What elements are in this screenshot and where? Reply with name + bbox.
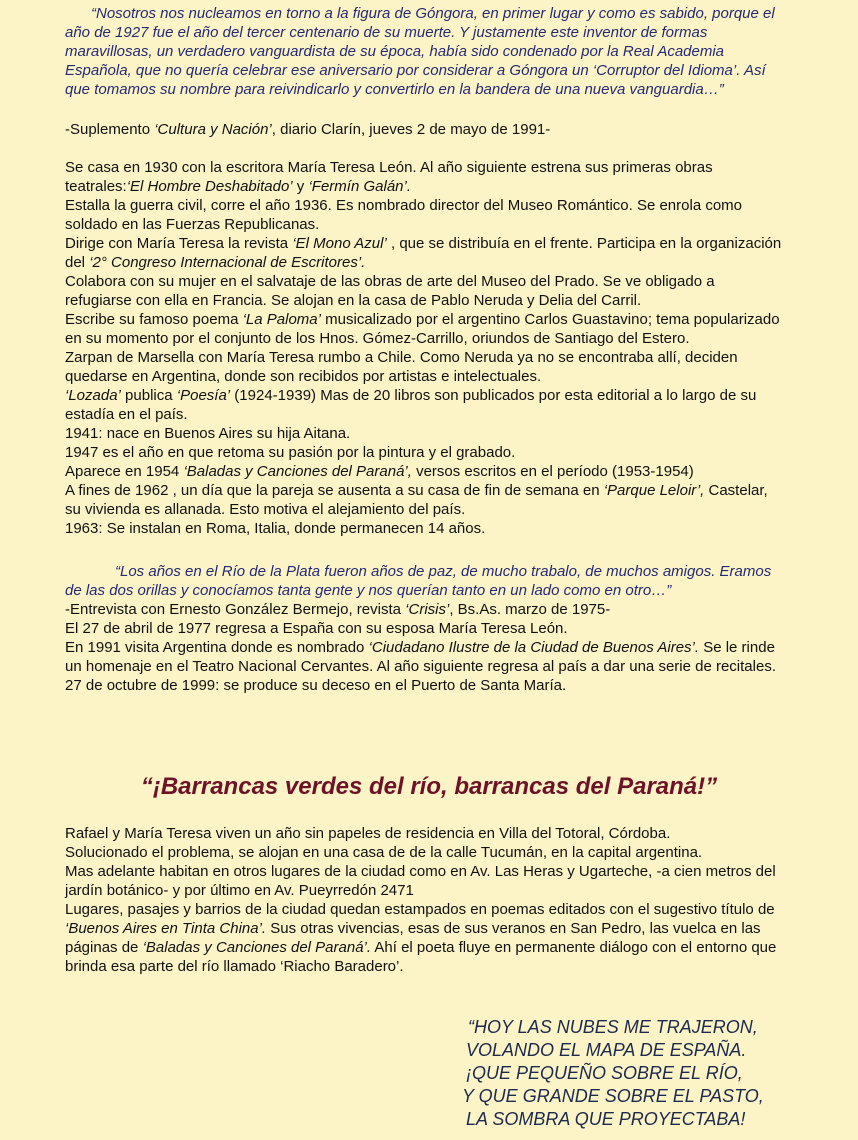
poem-line: Y QUE GRANDE SOBRE EL PASTO, — [462, 1086, 764, 1106]
section-paragraph: Solucionado el problema, se alojan en una casa de de la calle Tucumán, en la capital argentina. — [65, 844, 703, 861]
bio-paragraph: 1947 es el año en que retoma su pasión por la pintura y el grabado. — [65, 444, 516, 461]
bio-paragraph: A fines de 1962 , un día que la pareja se ausenta a su casa de fin de semana en ‘Parque Leloir’, Castelar, su vivienda es allanada. Esto motiva el alejamiento del país. — [65, 482, 768, 518]
bio-paragraph: En 1991 visita Argentina donde es nombrado ‘Ciudadano Ilustre de la Ciudad de Buenos Aires’. Se le rinde un homenaje en el Teatro Nacional Cervantes. Al año siguiente regresa al país a dar una serie de recitales. — [65, 639, 776, 675]
bio-paragraph: Estalla la guerra civil, corre el año 1936. Es nombrado director del Museo Romántico. Se enrola como soldado en las Fuerzas Republicanas. — [65, 197, 743, 233]
bio-paragraph: 1963: Se instalan en Roma, Italia, donde permanecen 14 años. — [65, 520, 486, 537]
section-paragraph: Mas adelante habitan en otros lugares de la ciudad como en Av. Las Heras y Ugarteche, -a cien metros del jardín botánico- y por último en Av. Pueyrredón 2471 — [65, 863, 776, 899]
quote-source: -Suplemento ‘Cultura y Nación’, diario Clarín, jueves 2 de mayo de 1991- — [65, 121, 551, 138]
bio-paragraph: Escribe su famoso poema ‘La Paloma’ musicalizado por el argentino Carlos Guastavino; tema popularizado en su momento por el conjunto de los Hnos. Gómez-Carrillo, oriundos de Santiago del Estero. — [65, 311, 780, 347]
bio-paragraph: Se casa en 1930 con la escritora María Teresa León. Al año siguiente estrena sus primeras obras teatrales:‘El Hombre Deshabitado’ y ‘Fermín Galán’. — [65, 159, 713, 195]
section-heading: “¡Barrancas verdes del río, barrancas del Paraná!” — [140, 773, 718, 800]
poem-line: LA SOMBRA QUE PROYECTABA! — [466, 1109, 746, 1129]
poem-line: “HOY LAS NUBES ME TRAJERON, — [468, 1017, 758, 1037]
bio-paragraph: El 27 de abril de 1977 regresa a España con su esposa María Teresa León. — [65, 620, 568, 637]
poem-excerpt — [460, 1016, 840, 1131]
quote-text: “Nosotros nos nucleamos en torno a la figura de Góngora, en primer lugar y como es sabido, porque el año de 1927 fue el año del tercer centenario de su muerte. Y justamente este inventor de formas maravillosas, un verdadero vanguardista de su época, había sido condenado por la Real Academia Española, que no quería celebrar ese aniversario por considerar a Góngora un ‘Corruptor del Idioma’. Así que tomamos su nombre para reivindicarlo y convertirlo en la bandera de una nueva vanguardia…” — [65, 5, 775, 98]
biography-section — [65, 158, 785, 538]
buenos-aires-section — [65, 824, 785, 976]
bio-paragraph: 1941: nace en Buenos Aires su hija Aitana. — [65, 425, 351, 442]
interview-quote — [65, 562, 785, 600]
poem-line: VOLANDO EL MAPA DE ESPAÑA. — [466, 1040, 747, 1060]
bio-paragraph: Aparece en 1954 ‘Baladas y Canciones del Paraná’, versos escritos en el período (1953-1954) — [65, 463, 694, 480]
bio-paragraph: -Entrevista con Ernesto González Bermejo, revista ‘Crisis’, Bs.As. marzo de 1975- — [65, 601, 611, 618]
bio-paragraph: Dirige con María Teresa la revista ‘El Mono Azul’ , que se distribuía en el frente. Participa en la organización del ‘2° Congreso Internacional de Escritores’. — [65, 235, 782, 271]
bio-paragraph: Zarpan de Marsella con María Teresa rumbo a Chile. Como Neruda ya no se encontraba allí, deciden quedarse en Argentina, donde son recibidos por artistas e intelectuales. — [65, 349, 738, 385]
biography-section-continued — [65, 600, 785, 695]
quote-text: “Los años en el Río de la Plata fueron años de paz, de mucho trabalo, de muchos amigos. Eramos de las dos orillas y conocíamos tanta gente y nos querían tanto en un lado como en otro…” — [65, 563, 772, 599]
bio-paragraph: ‘Lozada’ publica ‘Poesía’ (1924-1939) Mas de 20 libros son publicados por esta editorial a lo largo de su estadía en el país. — [65, 387, 757, 423]
bio-paragraph: Colabora con su mujer en el salvataje de las obras de arte del Museo del Prado. Se ve obligado a refugiarse con ella en Francia. Se alojan en la casa de Pablo Neruda y Delia del Carril. — [65, 273, 715, 309]
section-paragraph: Rafael y María Teresa viven un año sin papeles de residencia en Villa del Totoral, Córdoba. — [65, 825, 671, 842]
poem-line: ¡QUE PEQUEÑO SOBRE EL RÍO, — [466, 1063, 743, 1083]
section-paragraph: Lugares, pasajes y barrios de la ciudad quedan estampados en poemas editados con el sugestivo título de ‘Buenos Aires en Tinta China’. Sus otras vivencias, esas de sus veranos en San Pedro, las vuelca en las páginas de ‘Baladas y Canciones del Paraná’. Ahí el poeta fluye en permanente diálogo con el entorno que brinda esa parte del río llamado ‘Riacho Baradero’. — [65, 901, 777, 975]
opening-quote — [65, 4, 785, 99]
bio-paragraph: 27 de octubre de 1999: se produce su deceso en el Puerto de Santa María. — [65, 677, 567, 694]
